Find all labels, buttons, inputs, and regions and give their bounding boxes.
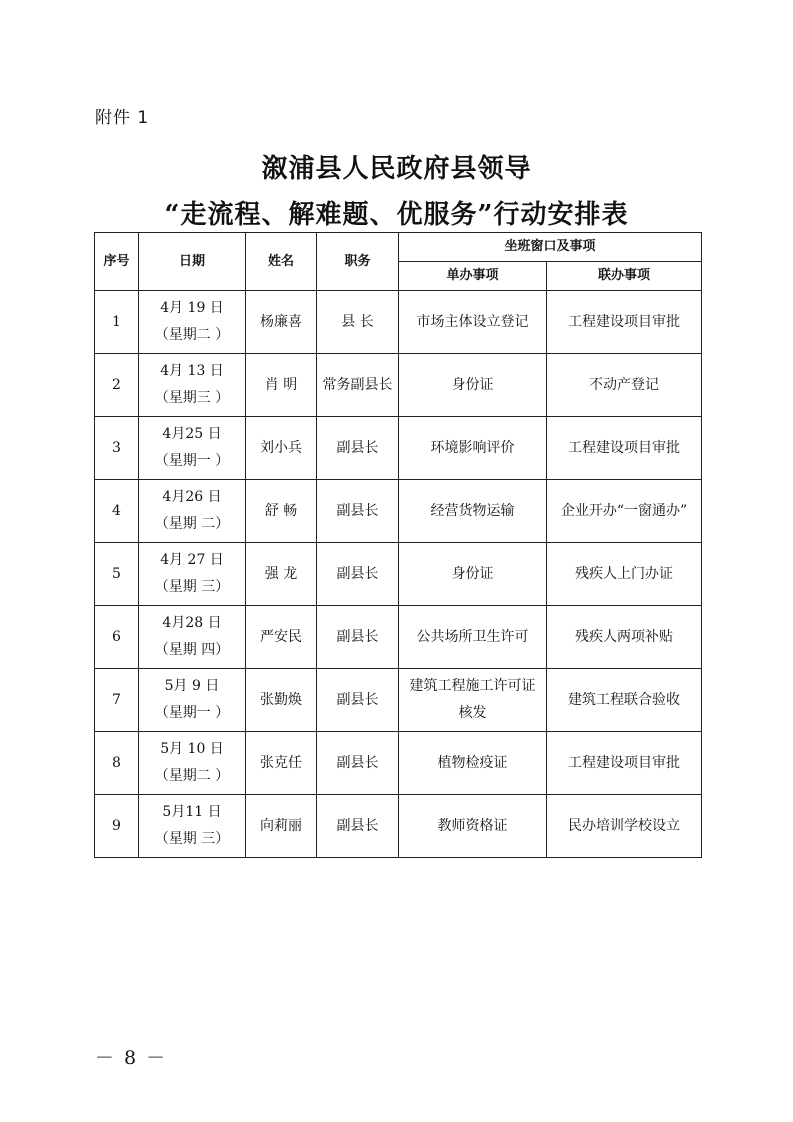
weekday-line: （星期二 ） (154, 327, 230, 343)
date-line: 4月25 日 (162, 426, 222, 442)
weekday-line: （星期 四） (154, 642, 230, 658)
cell-joint-matter: 工程建设项目审批 (547, 417, 702, 480)
cell-name: 杨廉喜 (246, 291, 317, 354)
cell-date (139, 417, 246, 480)
cell-single-matter: 建筑工程施工许可证核发 (399, 669, 547, 732)
cell-name: 张勤焕 (246, 669, 317, 732)
cell-date (139, 354, 246, 417)
date-line: 4月 19 日 (160, 300, 224, 316)
document-title-line1: 溆浦县人民政府县领导 (261, 154, 532, 184)
date-line: 5月11 日 (162, 804, 222, 820)
cell-position: 副县长 (317, 480, 399, 543)
cell-name: 强 龙 (246, 543, 317, 606)
table-row (95, 291, 702, 354)
cell-position: 副县长 (317, 606, 399, 669)
cell-date (139, 543, 246, 606)
schedule-table (94, 232, 702, 858)
cell-joint-matter: 企业开办“一窗通办” (547, 480, 702, 543)
weekday-line: （星期一 ） (154, 453, 230, 469)
cell-date (139, 795, 246, 858)
cell-joint-matter: 工程建设项目审批 (547, 732, 702, 795)
cell-seq: 2 (95, 354, 139, 417)
cell-seq: 5 (95, 543, 139, 606)
date-line: 4月 27 日 (160, 552, 224, 568)
cell-seq: 3 (95, 417, 139, 480)
cell-position: 副县长 (317, 417, 399, 480)
cell-name: 严安民 (246, 606, 317, 669)
cell-name: 肖 明 (246, 354, 317, 417)
table-row (95, 480, 702, 543)
cell-single-matter: 教师资格证 (399, 795, 547, 858)
table-header (95, 233, 702, 291)
cell-seq: 9 (95, 795, 139, 858)
cell-seq: 4 (95, 480, 139, 543)
cell-date (139, 480, 246, 543)
weekday-line: （星期一 ） (154, 705, 230, 721)
cell-seq: 7 (95, 669, 139, 732)
cell-position: 常务副县长 (317, 354, 399, 417)
cell-single-matter: 环境影响评价 (399, 417, 547, 480)
date-line: 4月28 日 (162, 615, 222, 631)
date-line: 4月26 日 (162, 489, 222, 505)
cell-date (139, 669, 246, 732)
table-row (95, 669, 702, 732)
cell-single-matter: 市场主体设立登记 (399, 291, 547, 354)
table-row (95, 795, 702, 858)
table-row (95, 606, 702, 669)
cell-joint-matter: 工程建设项目审批 (547, 291, 702, 354)
cell-single-matter: 身份证 (399, 354, 547, 417)
cell-joint-matter: 不动产登记 (547, 354, 702, 417)
date-line: 4月 13 日 (160, 363, 224, 379)
date-line: 5月 10 日 (160, 741, 224, 757)
cell-position: 副县长 (317, 669, 399, 732)
cell-date (139, 732, 246, 795)
weekday-line: （星期 三） (154, 831, 230, 847)
header-joint-matter: 联办事项 (547, 262, 702, 291)
cell-name: 张克任 (246, 732, 317, 795)
cell-seq: 1 (95, 291, 139, 354)
weekday-line: （星期三 ） (154, 390, 230, 406)
weekday-line: （星期 三） (154, 579, 230, 595)
table-row (95, 543, 702, 606)
header-name: 姓名 (246, 233, 317, 291)
cell-position: 副县长 (317, 795, 399, 858)
cell-single-matter: 公共场所卫生许可 (399, 606, 547, 669)
cell-seq: 8 (95, 732, 139, 795)
header-window-group: 坐班窗口及事项 (399, 233, 702, 262)
table-row (95, 417, 702, 480)
cell-seq: 6 (95, 606, 139, 669)
header-seq: 序号 (95, 233, 139, 291)
cell-date (139, 291, 246, 354)
header-date: 日期 (139, 233, 246, 291)
document-title-line2: “走流程、解难题、优服务”行动安排表 (164, 200, 629, 230)
header-position: 职务 (317, 233, 399, 291)
cell-joint-matter: 民办培训学校设立 (547, 795, 702, 858)
cell-name: 刘小兵 (246, 417, 317, 480)
cell-joint-matter: 残疾人上门办证 (547, 543, 702, 606)
cell-name: 向莉丽 (246, 795, 317, 858)
table-body (95, 291, 702, 858)
table-row (95, 354, 702, 417)
weekday-line: （星期 二） (154, 516, 230, 532)
cell-single-matter: 植物检疫证 (399, 732, 547, 795)
cell-date (139, 606, 246, 669)
header-single-matter: 单办事项 (399, 262, 547, 291)
attachment-label: 附件 1 (95, 108, 150, 128)
cell-position: 县 长 (317, 291, 399, 354)
cell-name: 舒 畅 (246, 480, 317, 543)
cell-position: 副县长 (317, 732, 399, 795)
cell-position: 副县长 (317, 543, 399, 606)
cell-joint-matter: 建筑工程联合验收 (547, 669, 702, 732)
page-number: － 8 － (95, 1047, 168, 1069)
table-row (95, 732, 702, 795)
cell-single-matter: 经营货物运输 (399, 480, 547, 543)
cell-single-matter: 身份证 (399, 543, 547, 606)
weekday-line: （星期二 ） (154, 768, 230, 784)
cell-joint-matter: 残疾人两项补贴 (547, 606, 702, 669)
date-line: 5月 9 日 (164, 678, 220, 694)
